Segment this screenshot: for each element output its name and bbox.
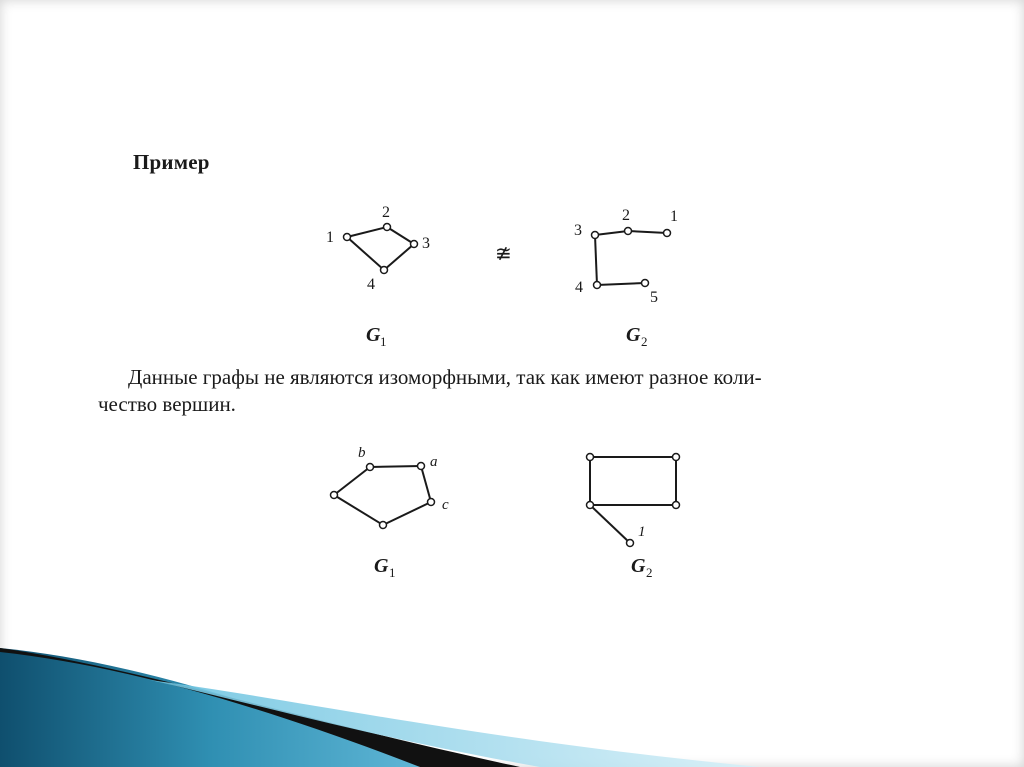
vertex: [587, 454, 594, 461]
not-isomorphic-symbol: ≇: [495, 241, 512, 265]
vertex-label-4: 4: [575, 279, 583, 296]
edge: [597, 283, 645, 285]
vertex: [428, 499, 435, 506]
graph-label-g1: G: [374, 555, 389, 577]
vertex-label-1: 1: [670, 208, 678, 225]
graph-label-g1: G: [366, 324, 381, 346]
vertex-label-b: b: [358, 445, 366, 461]
vertex-label-1: 1: [326, 229, 334, 246]
vertex: [381, 267, 388, 274]
edge: [421, 466, 431, 502]
vertex-label-3: 3: [422, 235, 430, 252]
vertex: [331, 492, 338, 499]
edge: [334, 495, 383, 525]
edge: [590, 505, 630, 543]
vertex: [673, 502, 680, 509]
vertex: [367, 464, 374, 471]
decorative-wave: [0, 648, 760, 767]
vertex: [642, 280, 649, 287]
edge: [387, 227, 414, 244]
vertex-label-a: a: [430, 454, 438, 470]
graph-label-g2: G: [626, 324, 641, 346]
graph-subscript-2: 2: [646, 565, 653, 580]
edge: [628, 231, 667, 233]
vertex-label-3: 3: [574, 222, 582, 239]
vertex: [625, 228, 632, 235]
vertex: [592, 232, 599, 239]
vertex-label-5: 5: [650, 289, 658, 306]
vertex-label-2: 2: [382, 204, 390, 221]
vertex: [344, 234, 351, 241]
edge: [383, 502, 431, 525]
edge: [595, 235, 597, 285]
vertex: [587, 502, 594, 509]
vertex: [664, 230, 671, 237]
vertex: [384, 224, 391, 231]
vertex: [418, 463, 425, 470]
edge: [595, 231, 628, 235]
vertex-label-4: 4: [367, 276, 375, 293]
graph-g1-top: [326, 204, 430, 349]
graph-subscript-2: 2: [641, 334, 648, 349]
edge: [347, 237, 384, 270]
vertex: [411, 241, 418, 248]
edge: [347, 227, 387, 237]
paragraph-line-2: чество вершин.: [98, 392, 236, 416]
graph-subscript-1: 1: [380, 334, 387, 349]
edge: [384, 244, 414, 270]
wave-dark-band: [0, 648, 420, 767]
vertex-label-c: c: [442, 497, 449, 513]
vertex: [594, 282, 601, 289]
edge: [370, 466, 421, 467]
graph-g1-bottom: [331, 445, 450, 580]
paragraph-line-1: Данные графы не являются изоморфными, так как имеют разное коли-: [128, 365, 762, 389]
graph-g2-top: [574, 207, 678, 349]
graph-subscript-1: 1: [389, 565, 396, 580]
vertex-label-2: 2: [622, 207, 630, 224]
graph-label-g2: G: [631, 555, 646, 577]
graph-g2-bottom: [587, 454, 680, 581]
edge: [334, 467, 370, 495]
vertex-label-1: 1: [638, 524, 646, 540]
vertex: [380, 522, 387, 529]
vertex: [627, 540, 634, 547]
vertex: [673, 454, 680, 461]
slide-heading: Пример: [133, 150, 210, 174]
